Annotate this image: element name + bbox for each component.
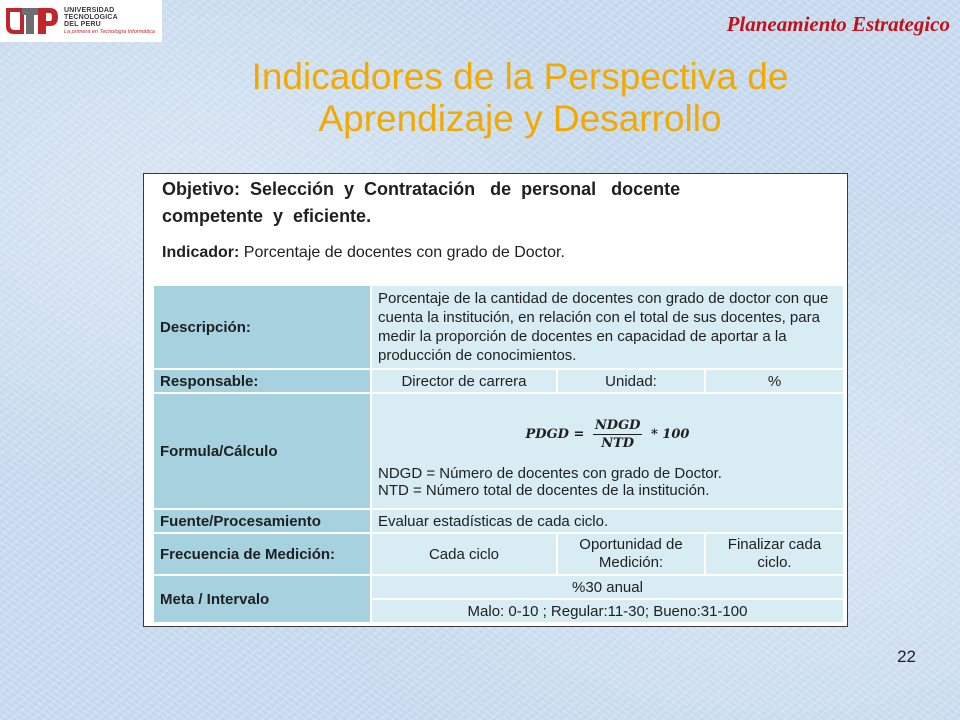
indicator-line — [162, 244, 822, 262]
meta-value: %30 anual — [371, 575, 844, 599]
table-row-descripcion — [153, 285, 844, 369]
formula-numerator: NDGD — [594, 417, 641, 433]
formula-tail: * 100 — [650, 426, 690, 442]
indicator-text: Porcentaje de docentes con grado de Doctor. — [239, 244, 565, 261]
table-row-meta — [153, 575, 844, 599]
utp-logo-icon — [4, 4, 60, 38]
table-row-responsable — [153, 369, 844, 393]
table-row-frecuencia — [153, 533, 844, 575]
unidad-label: Unidad: — [557, 369, 705, 393]
objective-text — [162, 176, 802, 230]
formula-fraction — [593, 418, 643, 451]
responsable-value: Director de carrera — [371, 369, 557, 393]
formula-definition-1: NDGD = Número de docentes con grado de Doctor. — [378, 464, 722, 482]
objective-line-2: competente y eficiente. — [162, 206, 372, 226]
unidad-value: % — [705, 369, 844, 393]
logo-tagline: La primera en Tecnología Informática — [64, 28, 155, 35]
formula-denominator: NTD — [601, 435, 635, 451]
formula-lhs: PDGD = — [525, 426, 585, 442]
table-row-formula — [153, 393, 844, 509]
formula-label: Formula/Cálculo — [153, 393, 371, 509]
objective-line-1: Objetivo: Selección y Contratación de personal docente — [162, 179, 681, 199]
indicator-label: Indicador: — [162, 244, 240, 261]
oportunidad-label: Oportunidad de Medición: — [557, 533, 705, 575]
slide-title-line-1: Indicadores de la Perspectiva de — [251, 56, 789, 97]
logo-line-2: TECNOLOGICA — [64, 13, 118, 21]
logo-line-3: DEL PERU — [64, 20, 101, 28]
fuente-value: Evaluar estadísticas de cada ciclo. — [371, 509, 844, 533]
oportunidad-value: Finalizar cada ciclo. — [705, 533, 844, 575]
formula-cell — [371, 393, 844, 509]
formula-definition-2: NTD = Número total de docentes de la institución. — [378, 481, 710, 499]
slide-number: 22 — [897, 647, 916, 666]
intervalo-value: Malo: 0-10 ; Regular:11-30; Bueno:31-100 — [371, 599, 844, 623]
fuente-label: Fuente/Procesamiento — [153, 509, 371, 533]
formula-equation — [378, 404, 837, 465]
university-logo — [0, 0, 162, 42]
indicator-table — [152, 284, 845, 624]
header-title: Planeamiento Estrategico — [726, 12, 950, 36]
slide-title — [150, 56, 890, 140]
indicator-card — [143, 173, 848, 627]
logo-line-1: UNIVERSIDAD — [64, 6, 115, 14]
frecuencia-label: Frecuencia de Medición: — [153, 533, 371, 575]
meta-label: Meta / Intervalo — [153, 575, 371, 623]
frecuencia-value: Cada ciclo — [371, 533, 557, 575]
descripcion-value: Porcentaje de la cantidad de docentes con grado de doctor con que cuenta la institución, en relación con el total de sus docentes, para medir la proporción de docentes en capacidad de aportar a la producción de conocimientos. — [371, 285, 844, 369]
table-row-fuente — [153, 509, 844, 533]
descripcion-label: Descripción: — [153, 285, 371, 369]
slide-title-line-2: Aprendizaje y Desarrollo — [318, 98, 722, 139]
responsable-label: Responsable: — [153, 369, 371, 393]
